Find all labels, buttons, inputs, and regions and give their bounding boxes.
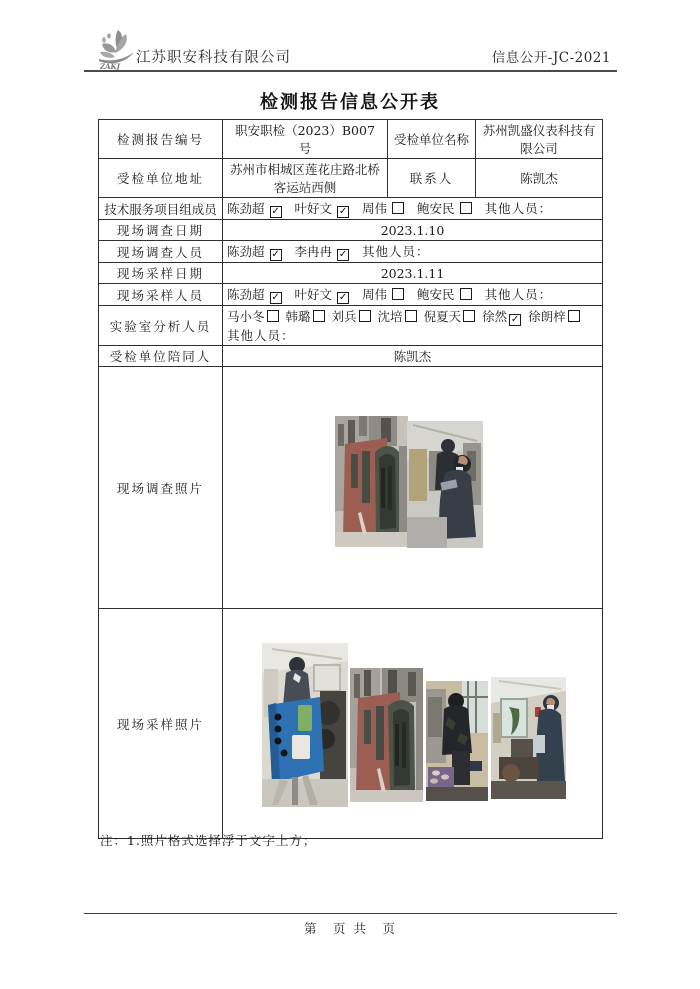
sampling-date-value: 2023.1.11 bbox=[223, 263, 603, 284]
checkbox-unchecked-icon[interactable] bbox=[392, 202, 404, 214]
lab-staff-other-label: 其他人员： bbox=[227, 328, 295, 343]
person-name: 沈培 bbox=[377, 309, 403, 324]
checkbox-unchecked-icon[interactable] bbox=[463, 310, 475, 322]
checkbox-unchecked-icon[interactable] bbox=[359, 310, 371, 322]
page-title: 检测报告信息公开表 bbox=[260, 92, 440, 113]
person-checkbox-item bbox=[295, 199, 350, 218]
person-checkbox-item bbox=[227, 199, 282, 218]
row-survey-date bbox=[99, 220, 603, 241]
page-number-text: 第 页 共 页 bbox=[304, 921, 397, 936]
sampling-photo-lab bbox=[491, 677, 566, 799]
survey-photos-label: 现场调查照片 bbox=[99, 367, 223, 609]
survey-photo-gate bbox=[335, 416, 408, 547]
survey-staff-members bbox=[223, 241, 603, 263]
person-name: 鲍安民 bbox=[417, 201, 455, 216]
address-value: 苏州市相城区莲花庄路北桥客运站西侧 bbox=[223, 159, 388, 198]
person-name: 韩璐 bbox=[285, 309, 311, 324]
tech-team-other-label: 其他人员： bbox=[484, 201, 553, 216]
survey-photo-inspectors bbox=[407, 421, 483, 548]
contact-value: 陈凯杰 bbox=[476, 159, 603, 198]
survey-staff-other-label: 其他人员： bbox=[362, 244, 430, 259]
row-survey-photos bbox=[99, 367, 603, 609]
checkbox-checked-icon[interactable]: ✓ bbox=[271, 249, 280, 260]
checkbox-checked-icon[interactable]: ✓ bbox=[271, 206, 280, 217]
person-checkbox-item bbox=[378, 307, 417, 325]
checkbox-checked-icon[interactable]: ✓ bbox=[271, 292, 280, 303]
report-no-value: 职安职检（2023）B007 号 bbox=[223, 120, 388, 159]
person-name: 叶好文 bbox=[294, 201, 333, 216]
survey-staff-label: 现场调查人员 bbox=[99, 241, 223, 263]
person-checkbox-item bbox=[424, 307, 476, 325]
survey-photos-cell bbox=[223, 367, 603, 609]
sampling-photo-gate bbox=[350, 668, 423, 802]
logo-text: ZAKJ bbox=[100, 62, 120, 70]
person-name: 陈劲超 bbox=[227, 201, 265, 216]
person-checkbox-item bbox=[417, 199, 472, 217]
person-checkbox-item bbox=[295, 285, 350, 304]
row-sampling-photos bbox=[99, 609, 603, 839]
unit-name-label: 受检单位名称 bbox=[388, 120, 476, 159]
sampling-staff-label: 现场采样人员 bbox=[99, 284, 223, 306]
tech-team-label: 技术服务项目组成员 bbox=[99, 198, 223, 220]
row-escort bbox=[99, 346, 603, 367]
checkbox-unchecked-icon[interactable] bbox=[313, 310, 325, 322]
sampling-staff-members bbox=[223, 284, 603, 306]
company-logo bbox=[96, 28, 138, 70]
sampling-photos-label: 现场采样照片 bbox=[99, 609, 223, 839]
person-checkbox-item bbox=[295, 242, 350, 261]
checkbox-unchecked-icon[interactable] bbox=[568, 310, 580, 322]
survey-date-label: 现场调查日期 bbox=[99, 220, 223, 241]
address-label: 受检单位地址 bbox=[99, 159, 223, 198]
lab-staff-members bbox=[223, 306, 603, 346]
escort-value: 陈凯杰 bbox=[223, 346, 603, 367]
sampling-staff-other-label: 其他人员： bbox=[484, 287, 553, 302]
person-name: 马小冬 bbox=[227, 309, 265, 324]
checkbox-unchecked-icon[interactable] bbox=[405, 310, 417, 322]
lab-staff-label: 实验室分析人员 bbox=[99, 306, 223, 346]
row-lab-staff bbox=[99, 306, 603, 346]
person-checkbox-item bbox=[227, 307, 279, 325]
checkbox-checked-icon[interactable]: ✓ bbox=[338, 249, 348, 260]
person-checkbox-item bbox=[362, 199, 404, 217]
person-checkbox-item bbox=[227, 242, 282, 261]
sampling-photo-pump bbox=[262, 643, 348, 807]
person-name: 周伟 bbox=[362, 287, 388, 302]
person-checkbox-item bbox=[482, 307, 521, 326]
unit-name-value: 苏州凯盛仪表科技有限公司 bbox=[476, 120, 603, 159]
escort-label: 受检单位陪同人 bbox=[99, 346, 223, 367]
checkbox-unchecked-icon[interactable] bbox=[460, 288, 472, 300]
person-name: 陈劲超 bbox=[227, 287, 265, 302]
logo-icon bbox=[96, 28, 138, 70]
sampling-date-label: 现场采样日期 bbox=[99, 263, 223, 284]
footnote: 注：1.照片格式选择浮于文字上方； bbox=[100, 833, 317, 848]
checkbox-unchecked-icon[interactable] bbox=[460, 202, 472, 214]
company-name: 江苏职安科技有限公司 bbox=[136, 50, 291, 66]
person-name: 徐朗梓 bbox=[528, 309, 566, 324]
sampling-photo-worker bbox=[426, 681, 488, 801]
row-survey-staff bbox=[99, 241, 603, 263]
person-name: 鲍安民 bbox=[417, 287, 455, 302]
row-sampling-date bbox=[99, 263, 603, 284]
person-name: 周伟 bbox=[362, 201, 388, 216]
page-header bbox=[84, 26, 617, 72]
page-footer bbox=[84, 913, 617, 937]
checkbox-unchecked-icon[interactable] bbox=[267, 310, 279, 322]
row-sampling-staff bbox=[99, 284, 603, 306]
person-checkbox-item bbox=[332, 307, 371, 325]
checkbox-checked-icon[interactable]: ✓ bbox=[338, 206, 348, 217]
doc-code: 信息公开-JC-2021 bbox=[491, 50, 611, 66]
row-report-no bbox=[99, 120, 603, 159]
person-checkbox-item bbox=[417, 285, 472, 303]
row-tech-team bbox=[99, 198, 603, 220]
contact-label: 联系人 bbox=[388, 159, 476, 198]
person-checkbox-item bbox=[362, 285, 404, 303]
report-no-label: 检测报告编号 bbox=[99, 120, 223, 159]
row-address bbox=[99, 159, 603, 198]
person-name: 倪夏天 bbox=[423, 309, 462, 324]
checkbox-checked-icon[interactable]: ✓ bbox=[338, 292, 348, 303]
person-name: 陈劲超 bbox=[227, 244, 265, 259]
survey-date-value: 2023.1.10 bbox=[223, 220, 603, 241]
checkbox-checked-icon[interactable]: ✓ bbox=[510, 314, 520, 325]
person-name: 刘兵 bbox=[331, 309, 357, 324]
tech-team-members bbox=[223, 198, 603, 220]
sampling-photos-cell bbox=[223, 609, 603, 839]
person-name: 李冉冉 bbox=[294, 244, 333, 259]
person-name: 叶好文 bbox=[294, 287, 333, 302]
person-checkbox-item bbox=[227, 285, 282, 304]
info-table bbox=[98, 119, 603, 839]
person-checkbox-item bbox=[286, 307, 325, 325]
person-checkbox-item bbox=[528, 307, 580, 325]
person-name: 徐然 bbox=[482, 309, 508, 324]
checkbox-unchecked-icon[interactable] bbox=[392, 288, 404, 300]
